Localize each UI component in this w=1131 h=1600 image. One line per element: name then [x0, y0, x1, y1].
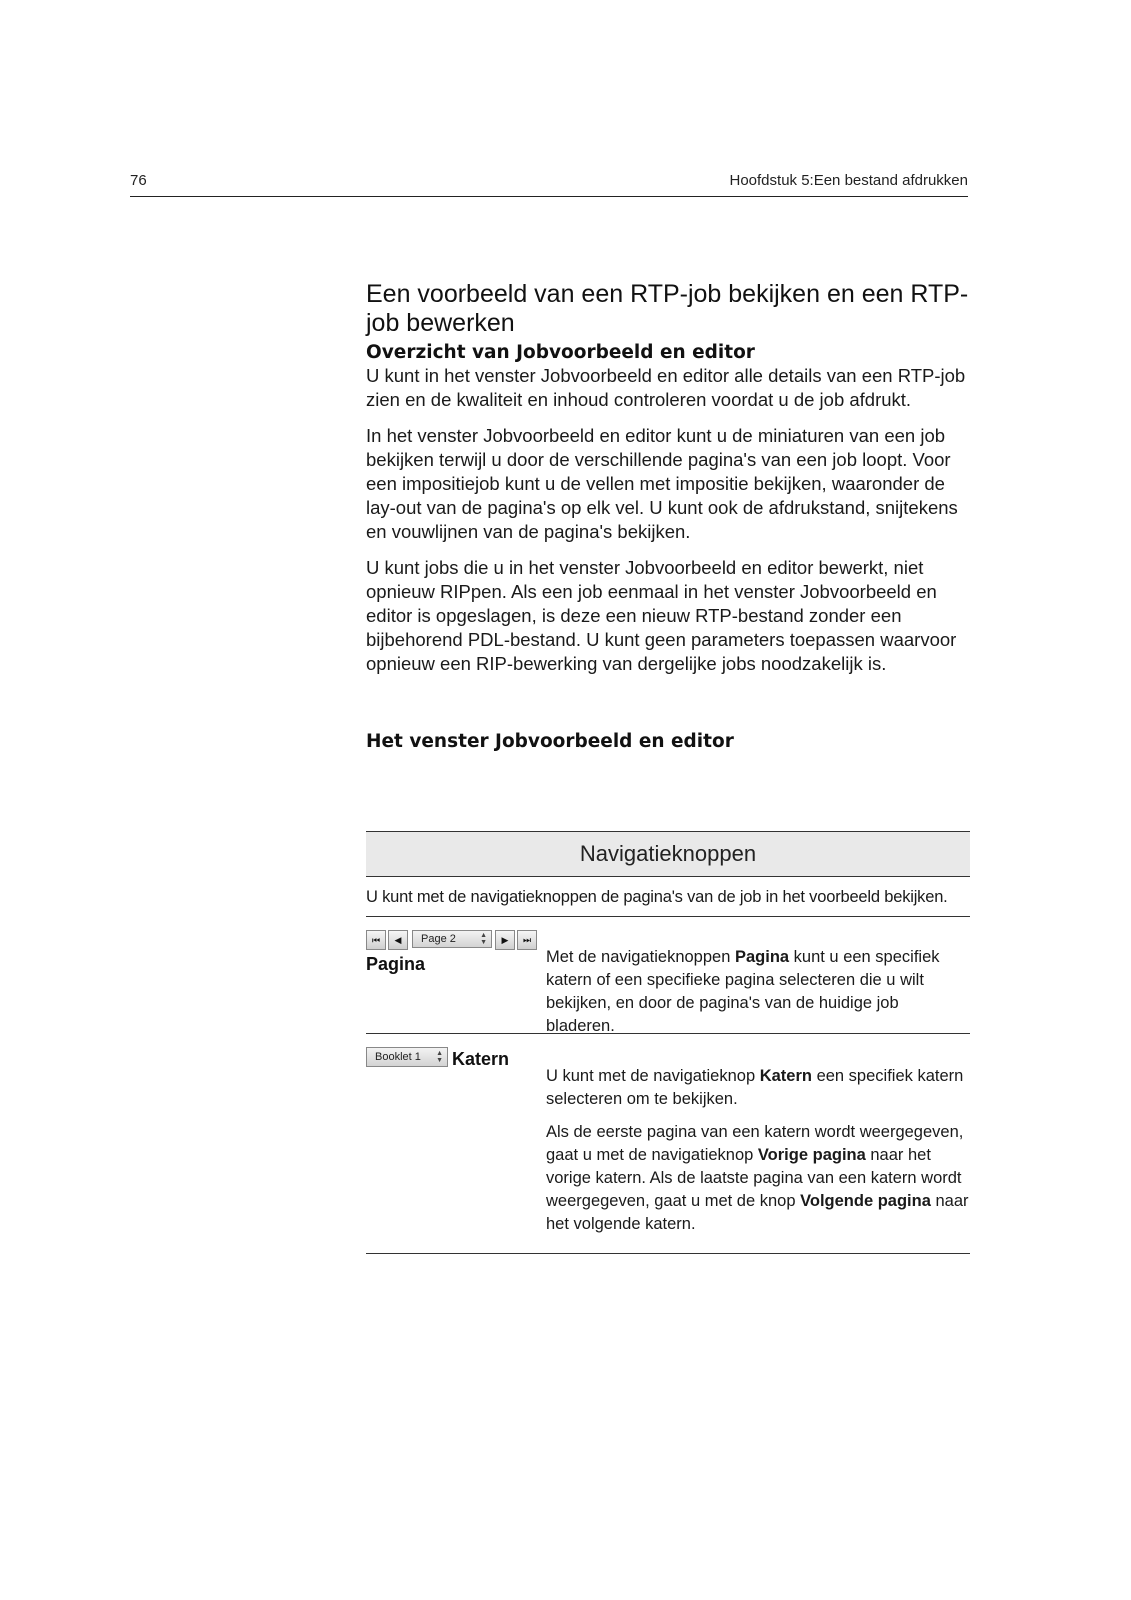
paragraph: U kunt in het venster Jobvoorbeeld en editor alle details van een RTP-job zien en de kwaliteit en inhoud controleren voordat u de job afdrukt. — [366, 365, 966, 410]
booklet-select-value: Booklet 1 — [375, 1051, 421, 1063]
first-page-icon: ⏮ — [371, 934, 381, 945]
paragraph: U kunt jobs die u in het venster Jobvoorbeeld en editor bewerkt, niet opnieuw RIPpen. Als een job eenmaal in het venster Jobvoorbeeld en editor is opgeslagen, is deze een nieuw RTP-bestand zonder een bijbehorend PDL-bestand. U kunt geen parameters toepassen waarvoor opnieuw een RIP-bewerking van dergelijke jobs noodzakelijk is. — [366, 557, 957, 674]
page-select[interactable] — [412, 930, 492, 948]
desc-text: U kunt met de navigatieknop — [546, 1067, 760, 1085]
first-page-button[interactable] — [366, 930, 386, 950]
desc-bold: Pagina — [734, 948, 790, 966]
booklet-select[interactable] — [366, 1047, 448, 1067]
katern-desc-paragraph — [546, 1065, 970, 1111]
table-row-katern — [366, 1034, 970, 1254]
desc-text: kunt u een specifiek katern of een specifieke pagina selecteren die u wilt bekijken, en door de pagina's van de huidige job bladeren. — [546, 948, 940, 1035]
spinner-icon: ▲ ▼ — [480, 932, 487, 946]
page-number: 76 — [130, 172, 147, 189]
desc-bold: Volgende pagina — [800, 1192, 931, 1210]
previous-page-button[interactable] — [388, 930, 408, 950]
subheading-window: Het venster Jobvoorbeeld en editor — [366, 731, 734, 752]
navigation-buttons-table — [366, 831, 970, 1254]
spinner-icon: ▲ ▼ — [436, 1050, 443, 1064]
paragraph: In het venster Jobvoorbeeld en editor kunt u de miniaturen van een job bekijken terwijl u door de verschillende pagina's van een job loopt. Voor een impositiejob kunt u de vellen met impositie bekijken, waaronder de lay-out van de pagina's op elk vel. U kunt ook de afdrukstand, snijtekens en vouwlijnen van de pagina's bekijken. — [366, 425, 958, 542]
desc-text: Met de navigatieknoppen — [546, 948, 735, 966]
page-navigation-widget — [366, 930, 539, 950]
page-select-value: Page 2 — [421, 933, 456, 945]
previous-page-icon: ◀ — [394, 934, 402, 945]
desc-bold: Katern — [759, 1067, 812, 1085]
desc-text: een specifiek katern selecteren om te bekijken. — [546, 1067, 964, 1108]
body-text — [366, 364, 970, 688]
chapter-title: Hoofdstuk 5:Een bestand afdrukken — [729, 172, 968, 189]
next-page-button[interactable] — [495, 930, 515, 950]
desc-text: naar het volgende katern. — [546, 1192, 969, 1233]
running-header — [130, 168, 968, 197]
next-page-icon: ▶ — [501, 934, 509, 945]
pagina-label: Pagina — [366, 954, 426, 974]
last-page-icon: ⏭ — [522, 934, 532, 945]
table-row-pagina — [366, 917, 970, 1034]
last-page-button[interactable] — [517, 930, 537, 950]
table-title: Navigatieknoppen — [366, 831, 970, 877]
subheading-overview: Overzicht van Jobvoorbeeld en editor — [366, 342, 755, 363]
desc-text: naar het vorige katern. Als de laatste pagina van een katern wordt weergegeven, gaat u met de knop — [546, 1146, 962, 1210]
katern-desc-paragraph — [546, 1121, 970, 1236]
desc-bold: Vorige pagina — [757, 1146, 866, 1164]
table-intro: U kunt met de navigatieknoppen de pagina's van de job in het voorbeeld bekijken. — [366, 877, 970, 917]
desc-text: Als de eerste pagina van een katern wordt weergegeven, gaat u met de navigatieknop — [546, 1123, 964, 1164]
section-title: Een voorbeeld van een RTP-job bekijken en een RTP-job bewerken — [366, 280, 969, 337]
pagina-description — [546, 946, 970, 1038]
katern-description — [546, 1065, 970, 1246]
katern-label: Katern — [452, 1049, 510, 1069]
